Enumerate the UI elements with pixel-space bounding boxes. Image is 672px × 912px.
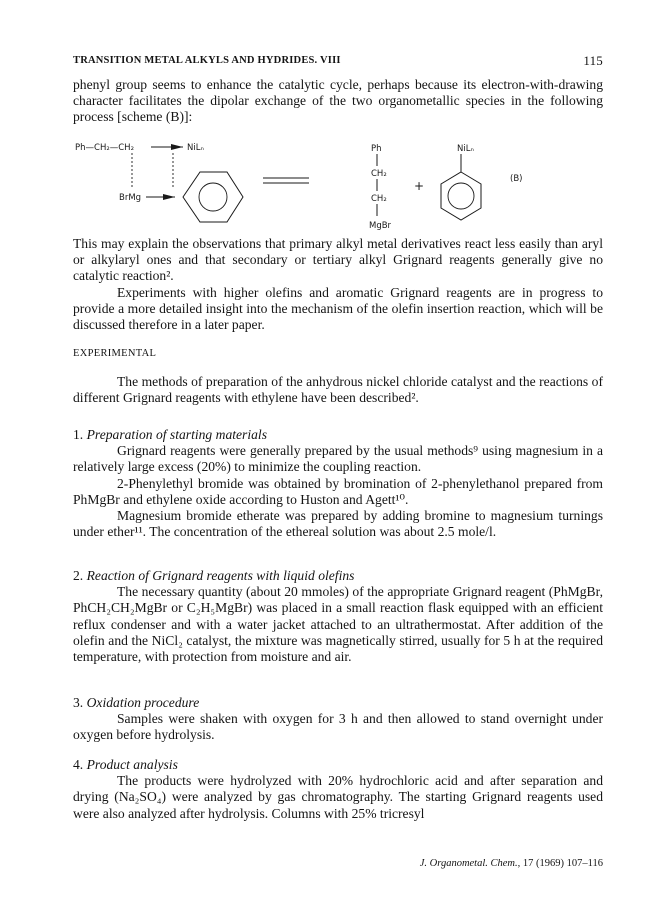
journal-name: J. Organometal. Chem., xyxy=(419,858,521,869)
section-2-number: 2. xyxy=(73,568,84,583)
section-4-heading xyxy=(73,757,603,773)
section-3-number: 3. xyxy=(73,695,84,710)
discussion-paragraphs xyxy=(73,236,603,333)
page-number: 115 xyxy=(583,53,603,68)
experimental-heading: EXPERIMENTAL xyxy=(73,348,157,359)
experimental-intro xyxy=(73,374,603,406)
section-4-number: 4. xyxy=(73,757,84,772)
reaction-scheme-b xyxy=(73,138,603,250)
scheme-label: (B) xyxy=(510,174,523,184)
section-1 xyxy=(73,427,603,540)
section-1-number: 1. xyxy=(73,427,84,442)
discussion-paragraph-2: Experiments with higher olefins and aromatic Grignard reagents are in progress to provide a more detailed insight into the mechanism of the olefin insertion reaction, which will be discussed therefore in a later paper. xyxy=(73,284,603,333)
scheme-right-benzene xyxy=(441,172,481,220)
section-3-paragraph-1: Samples were shaken with oxygen for 3 h and then allowed to stand overnight under oxygen before hydrolysis. xyxy=(73,711,603,743)
section-1-paragraph-1: Grignard reagents were generally prepared by the usual methods⁹ using magnesium in a relatively large excess (20%) to minimize the coupling reaction. xyxy=(73,443,603,475)
section-2 xyxy=(73,568,603,665)
running-header xyxy=(73,53,603,71)
scheme-diagram xyxy=(73,138,603,250)
section-3 xyxy=(73,695,603,744)
scheme-plus-sign: + xyxy=(414,179,425,193)
scheme-right-ch2-b: CH₂ xyxy=(371,194,387,204)
scheme-left-benzene-ring xyxy=(199,183,227,211)
section-1-title: Preparation of starting materials xyxy=(86,427,267,442)
scheme-left-arrowhead-2 xyxy=(163,194,175,200)
scheme-left-chain: Ph—CH₂—CH₂ xyxy=(75,143,134,153)
scheme-right-ch2-a: CH₂ xyxy=(371,169,387,179)
section-4-title: Product analysis xyxy=(86,757,178,772)
experimental-intro-text: The methods of preparation of the anhydrous nickel chloride catalyst and the reactions of different Grignard reagents with ethylene have been described². xyxy=(73,374,603,406)
scheme-left-metal: NiLₙ xyxy=(187,143,204,153)
section-1-paragraph-3: Magnesium bromide etherate was prepared by adding bromine to magnesium turnings under ether¹¹. The concentration of the ethereal solution was about 2.5 mole/l. xyxy=(73,508,603,540)
scheme-left-arrowhead xyxy=(171,144,183,150)
discussion-paragraph-1: This may explain the observations that primary alkyl metal derivatives react less easily than aryl or alkylaryl ones and that secondary or tertiary alkyl Grignard reagents generally give no catalytic reaction². xyxy=(73,236,603,284)
section-4-paragraph-1: The products were hydrolyzed with 20% hydrochloric acid and after separation and drying (Na₂SO₄) were analyzed by gas chromatography. The starting Grignard reagents used were also analyzed after hydrolysis. Columns with 25% tricresyl xyxy=(73,773,603,821)
section-2-paragraph-1: The necessary quantity (about 20 mmoles) of the appropriate Grignard reagent (PhMgBr, PhCH₂CH₂MgBr or C₂H₅MgBr) was placed in a small reaction flask equipped with an efficient reflux condenser and with a water jacket attached to an ultrathermostat. After addition of the olefin and the NiCl₂ catalyst, the mixture was magnetically stirred, usually for 5 h at the required temperature, with protection from moisture and air. xyxy=(73,584,603,665)
journal-citation xyxy=(420,858,603,869)
scheme-right-benzene-ring xyxy=(448,183,474,209)
section-3-title: Oxidation procedure xyxy=(86,695,200,710)
section-2-heading xyxy=(73,568,603,584)
section-4 xyxy=(73,757,603,822)
intro-paragraph: phenyl group seems to enhance the catalytic cycle, perhaps because its electron-with-drawing character facilitates the dipolar exchange of the two organometallic species in the following process [scheme (B)]: xyxy=(73,77,603,125)
scheme-left-brmg: BrMg xyxy=(119,193,142,203)
section-2-title: Reaction of Grignard reagents with liquid olefins xyxy=(86,568,355,583)
section-1-paragraph-2: 2-Phenylethyl bromide was obtained by bromination of 2-phenylethanol prepared from PhMgBr and ethylene oxide according to Huston and Agett¹⁰. xyxy=(73,475,603,507)
scheme-right-ph: Ph xyxy=(371,144,382,154)
scheme-right-mgbr: MgBr xyxy=(369,221,392,231)
scheme-right-metal: NiLₙ xyxy=(457,144,474,154)
running-title: TRANSITION METAL ALKYLS AND HYDRIDES. VIII xyxy=(73,55,341,66)
section-3-heading xyxy=(73,695,603,711)
scheme-left-benzene xyxy=(183,172,243,222)
section-1-heading xyxy=(73,427,603,443)
journal-volume: 17 (1969) 107–116 xyxy=(522,858,603,869)
